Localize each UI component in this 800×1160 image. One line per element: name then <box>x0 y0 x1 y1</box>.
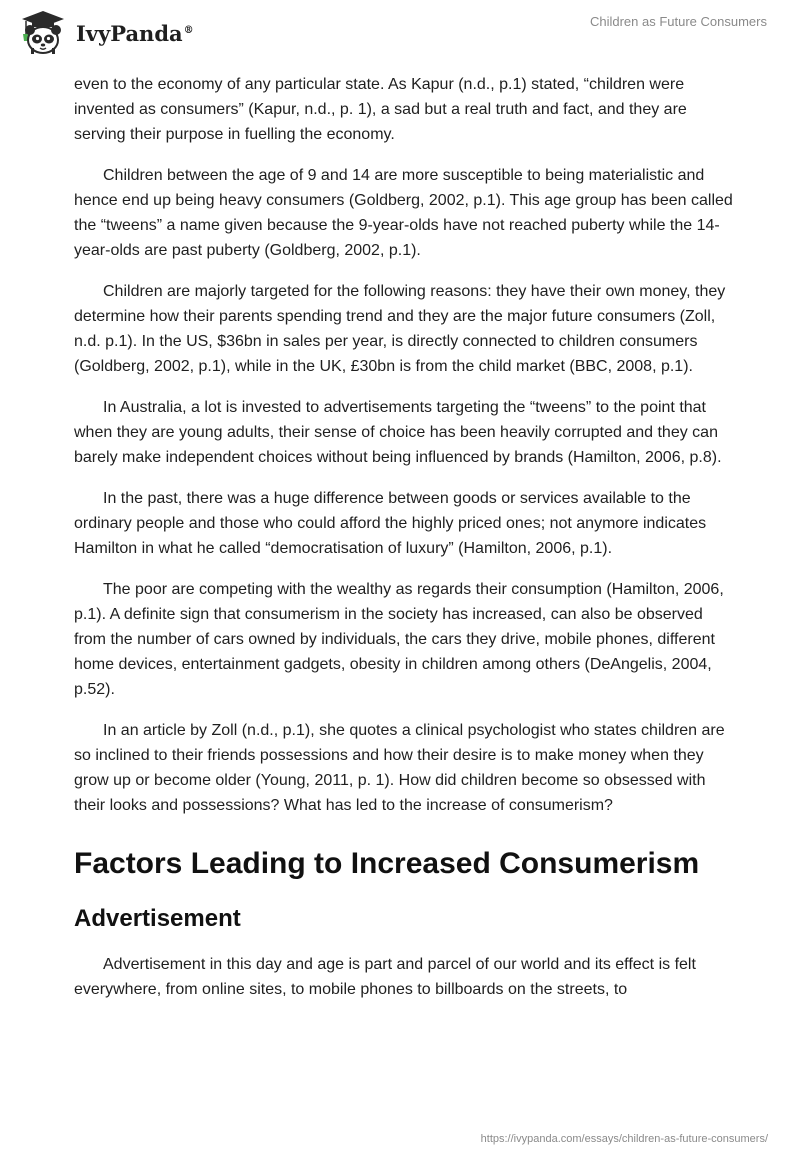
paragraph: The poor are competing with the wealthy as regards their consumption (Hamilton, 2006, p.1). A definite sign that consumerism in the society has increased, can also be observed from the number of cars owned by individuals, the cars they drive, mobile phones, different home devices, entertainment gadgets, obesity in children among others (DeAngelis, 2004, p.52). <box>74 581 724 698</box>
paragraph: Children are majorly targeted for the following reasons: they have their own money, they determine how their parents spending trend and they are the major future consumers (Zoll, n.d. p.1). In the US, $36bn in sales per year, is directly connected to children consumers (Goldberg, 2002, p.1), while in the UK, £30bn is from the child market (BBC, 2008, p.1). <box>74 283 726 375</box>
paragraph: Advertisement in this day and age is part and parcel of our world and its effect is felt everywhere, from online sites, to mobile phones to billboards on the streets, to <box>74 956 696 998</box>
paragraph: even to the economy of any particular state. As Kapur (n.d., p.1) stated, “children were invented as consumers” (Kapur, n.d., p. 1), a sad but a real truth and fact, and they are serving their purpose in fuelling the economy. <box>74 76 687 143</box>
page-header <box>0 0 800 64</box>
essay-content <box>74 72 734 1018</box>
paragraph: In an article by Zoll (n.d., p.1), she quotes a clinical psychologist who states children are so inclined to their friends possessions and how their desire is to make money when they grow up or become older (Young, 2011, p. 1). How did children become so obsessed with their looks and possessions? What has led to the increase of consumerism? <box>74 722 725 814</box>
panda-graduate-icon <box>14 8 72 56</box>
ivypanda-logo[interactable] <box>14 8 194 56</box>
logo-wordmark: IvyPanda® <box>76 20 194 46</box>
paragraph: In Australia, a lot is invested to advertisements targeting the “tweens” to the point that when they are young adults, their sense of choice has been heavily corrupted and they can barely make independent choices without being influenced by brands (Hamilton, 2006, p.8). <box>74 399 722 466</box>
paragraph: In the past, there was a huge difference between goods or services available to the ordinary people and those who could afford the highly priced ones; not anymore indicates Hamilton in what he called “democratisation of luxury” (Hamilton, 2006, p.1). <box>74 490 707 557</box>
paragraph: Children between the age of 9 and 14 are more susceptible to being materialistic and hence end up being heavy consumers (Goldberg, 2002, p.1). This age group has been called the “tweens” a name given because the 9-year-olds have not reached puberty while the 14-year-olds are past puberty (Goldberg, 2002, p.1). <box>74 167 733 259</box>
sub-heading: Advertisement <box>74 905 241 932</box>
document-title: Children as Future Consumers <box>589 14 767 29</box>
source-url[interactable]: https://ivypanda.com/essays/children-as-future-consumers/ <box>480 1133 768 1145</box>
section-heading: Factors Leading to Increased Consumerism <box>74 847 700 880</box>
